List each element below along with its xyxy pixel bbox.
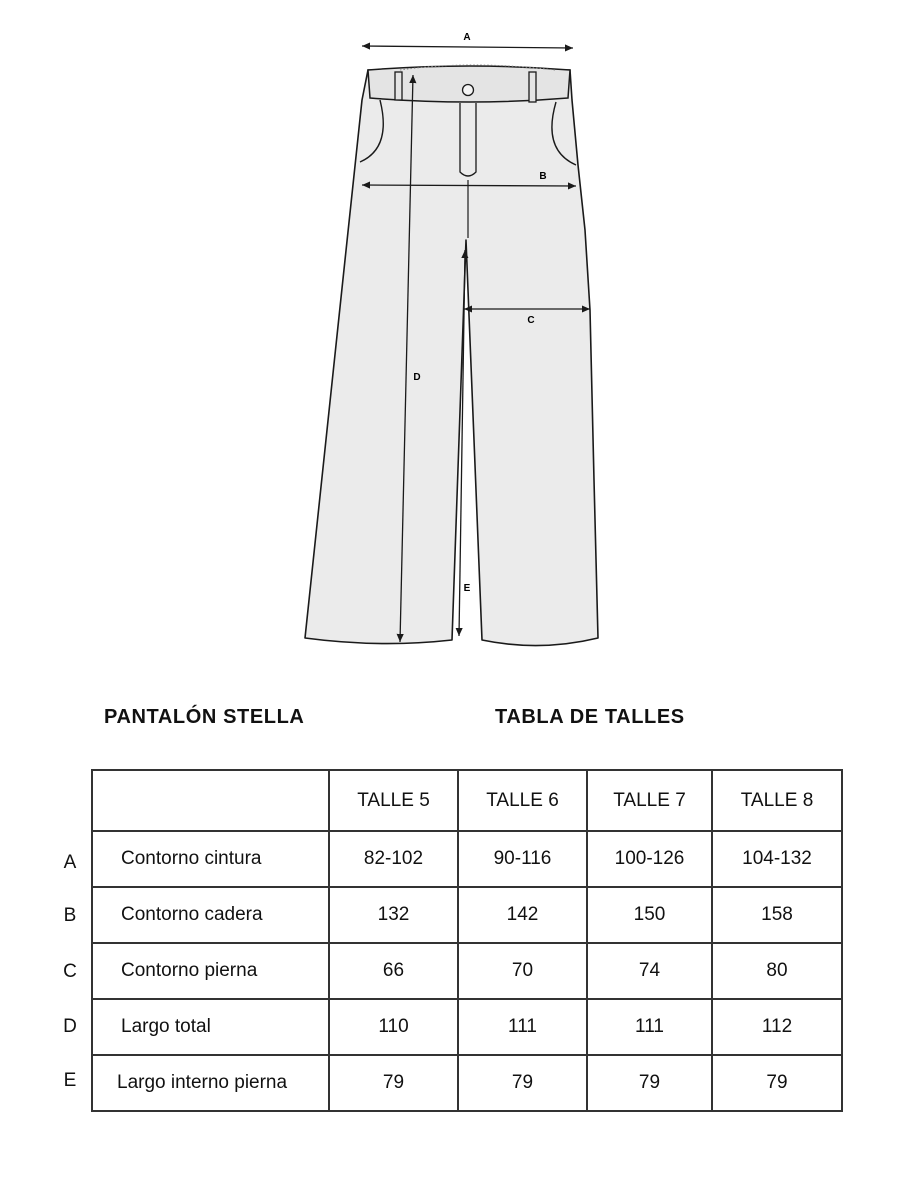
row-key-a: A [63,852,77,873]
column-header: TALLE 8 [712,770,842,831]
table-cell: 111 [587,999,712,1055]
measure-d-label: D [413,372,421,383]
table-cell: 112 [712,999,842,1055]
row-key-b: B [63,905,77,926]
row-label: Largo total [92,999,329,1055]
table-cell: 80 [712,943,842,999]
table-cell: 74 [587,943,712,999]
table-cell: 111 [458,999,587,1055]
table-header-row [92,770,842,831]
table-cell: 79 [329,1055,458,1111]
table-cell: 158 [712,887,842,943]
row-key-d: D [63,1016,77,1037]
row-label: Contorno cadera [92,887,329,943]
table-row [92,831,842,887]
table-corner-cell [92,770,329,831]
table-cell: 110 [329,999,458,1055]
table-cell: 79 [587,1055,712,1111]
measure-c-label: C [527,315,535,326]
column-header: TALLE 5 [329,770,458,831]
table-row [92,887,842,943]
row-key-e: E [63,1070,77,1091]
table-row [92,999,842,1055]
column-header: TALLE 6 [458,770,587,831]
table-cell: 90-116 [458,831,587,887]
column-header: TALLE 7 [587,770,712,831]
size-table-title: TABLA DE TALLES [495,706,685,728]
table-row [92,1055,842,1111]
table-cell: 104-132 [712,831,842,887]
row-label: Contorno cintura [92,831,329,887]
measure-a-label: A [463,32,471,43]
table-cell: 66 [329,943,458,999]
belt-loop-right [529,72,536,102]
table-cell: 150 [587,887,712,943]
table-cell: 82-102 [329,831,458,887]
waist-button [463,85,474,96]
row-label: Largo interno pierna [92,1055,329,1111]
table-cell: 142 [458,887,587,943]
pants-outline [305,70,598,646]
row-label: Contorno pierna [92,943,329,999]
product-title: PANTALÓN STELLA [104,706,305,728]
belt-loop-left [395,72,402,100]
row-key-c: C [63,961,77,982]
size-table [91,769,843,1112]
table-row [92,943,842,999]
measure-b-label: B [539,171,547,182]
table-cell: 79 [712,1055,842,1111]
measure-a-arrow [362,46,573,48]
table-cell: 79 [458,1055,587,1111]
table-cell: 100-126 [587,831,712,887]
table-cell: 132 [329,887,458,943]
measure-e-label: E [463,583,471,594]
table-cell: 70 [458,943,587,999]
